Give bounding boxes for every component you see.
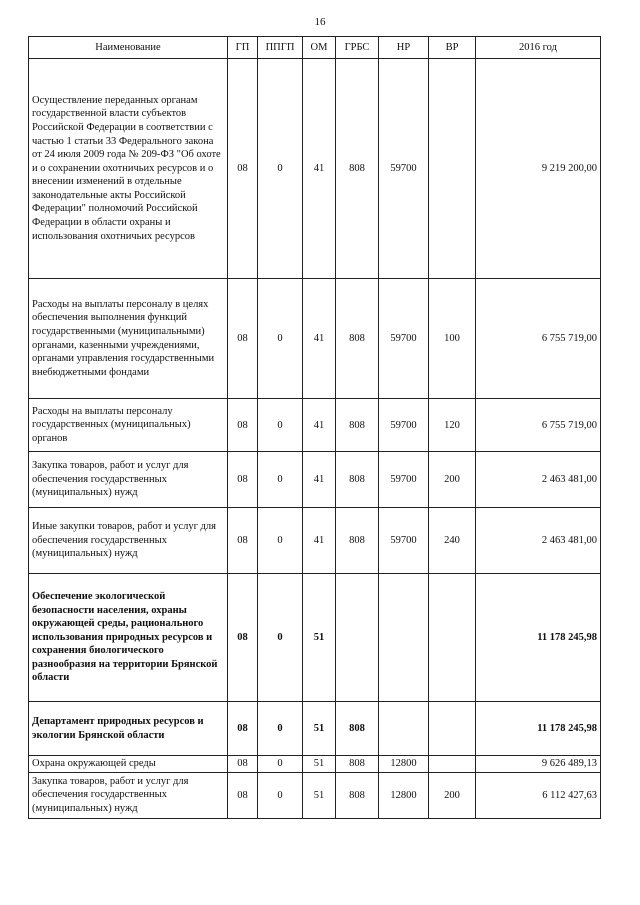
row-grbs: 808 (336, 756, 379, 773)
table-row (29, 756, 601, 773)
row-vr (429, 702, 476, 756)
row-grbs: 808 (336, 508, 379, 574)
row-ppgp: 0 (258, 59, 303, 279)
row-gp: 08 (228, 508, 258, 574)
row-amount: 2 463 481,00 (476, 452, 601, 508)
row-vr (429, 59, 476, 279)
row-gp: 08 (228, 702, 258, 756)
header-om: ОМ (303, 37, 336, 59)
budget-table (28, 36, 601, 819)
row-om: 41 (303, 508, 336, 574)
row-om: 51 (303, 574, 336, 702)
row-vr: 120 (429, 399, 476, 452)
row-ppgp: 0 (258, 702, 303, 756)
row-grbs: 808 (336, 59, 379, 279)
row-gp: 08 (228, 279, 258, 399)
table-row (29, 399, 601, 452)
header-year: 2016 год (476, 37, 601, 59)
row-nr: 59700 (379, 508, 429, 574)
header-name: Наименование (29, 37, 228, 59)
row-amount: 11 178 245,98 (476, 702, 601, 756)
row-amount: 11 178 245,98 (476, 574, 601, 702)
header-nr: НР (379, 37, 429, 59)
row-vr (429, 574, 476, 702)
page-number: 16 (314, 16, 326, 28)
row-amount: 6 755 719,00 (476, 399, 601, 452)
row-vr: 200 (429, 772, 476, 818)
row-name: Закупка товаров, работ и услуг для обеспечения государственных (муниципальных) нужд (29, 452, 228, 508)
row-vr: 240 (429, 508, 476, 574)
row-ppgp: 0 (258, 279, 303, 399)
row-gp: 08 (228, 399, 258, 452)
row-vr: 200 (429, 452, 476, 508)
table-row (29, 574, 601, 702)
row-gp: 08 (228, 452, 258, 508)
row-nr (379, 702, 429, 756)
row-name: Департамент природных ресурсов и экологии Брянской области (29, 702, 228, 756)
table-row (29, 452, 601, 508)
row-name: Иные закупки товаров, работ и услуг для обеспечения государственных (муниципальных) нужд (29, 508, 228, 574)
row-om: 41 (303, 279, 336, 399)
table-row (29, 508, 601, 574)
row-name: Расходы на выплаты персоналу в целях обеспечения выполнения функций государственными (муниципальными) органами, казенными учреждениями, органами управления государственными внебюджетными фондами (29, 279, 228, 399)
row-grbs (336, 574, 379, 702)
row-name: Осуществление переданных органам государственной власти субъектов Российской Федерации в соответствии с частью 1 статьи 33 Федерального закона от 24 июля 2009 года № 209-ФЗ "Об охоте и о сохранении охотничьих ресурсов и о внесении изменений в отдельные законодательные акты Российской Федерации" полномочий Российской Федерации в области охраны и использования охотничьих ресурсов (29, 59, 228, 279)
row-amount: 6 112 427,63 (476, 772, 601, 818)
row-om: 51 (303, 772, 336, 818)
row-gp: 08 (228, 59, 258, 279)
row-grbs: 808 (336, 399, 379, 452)
table-row (29, 772, 601, 818)
row-amount: 9 219 200,00 (476, 59, 601, 279)
table-row (29, 702, 601, 756)
row-om: 41 (303, 59, 336, 279)
row-om: 41 (303, 452, 336, 508)
row-name: Обеспечение экологической безопасности населения, охраны окружающей среды, рационального использования природных ресурсов и сохранения биологического разнообразия на территории Брянской области (29, 574, 228, 702)
row-amount: 6 755 719,00 (476, 279, 601, 399)
row-ppgp: 0 (258, 452, 303, 508)
row-ppgp: 0 (258, 772, 303, 818)
row-vr (429, 756, 476, 773)
row-name: Расходы на выплаты персоналу государственных (муниципальных) органов (29, 399, 228, 452)
row-ppgp: 0 (258, 756, 303, 773)
row-grbs: 808 (336, 772, 379, 818)
row-om: 51 (303, 702, 336, 756)
row-grbs: 808 (336, 702, 379, 756)
row-amount: 9 626 489,13 (476, 756, 601, 773)
header-row (29, 37, 601, 59)
row-name: Охрана окружающей среды (29, 756, 228, 773)
row-ppgp: 0 (258, 508, 303, 574)
row-ppgp: 0 (258, 399, 303, 452)
row-om: 41 (303, 399, 336, 452)
row-nr: 59700 (379, 399, 429, 452)
table-row (29, 59, 601, 279)
row-vr: 100 (429, 279, 476, 399)
row-ppgp: 0 (258, 574, 303, 702)
header-ppgp: ППГП (258, 37, 303, 59)
row-nr (379, 574, 429, 702)
row-gp: 08 (228, 574, 258, 702)
row-om: 51 (303, 756, 336, 773)
table-row (29, 279, 601, 399)
row-nr: 59700 (379, 279, 429, 399)
row-gp: 08 (228, 756, 258, 773)
row-grbs: 808 (336, 279, 379, 399)
row-name: Закупка товаров, работ и услуг для обеспечения государственных (муниципальных) нужд (29, 772, 228, 818)
row-amount: 2 463 481,00 (476, 508, 601, 574)
header-vr: ВР (429, 37, 476, 59)
row-gp: 08 (228, 772, 258, 818)
row-grbs: 808 (336, 452, 379, 508)
row-nr: 59700 (379, 59, 429, 279)
header-grbs: ГРБС (336, 37, 379, 59)
row-nr: 59700 (379, 452, 429, 508)
row-nr: 12800 (379, 756, 429, 773)
row-nr: 12800 (379, 772, 429, 818)
header-gp: ГП (228, 37, 258, 59)
